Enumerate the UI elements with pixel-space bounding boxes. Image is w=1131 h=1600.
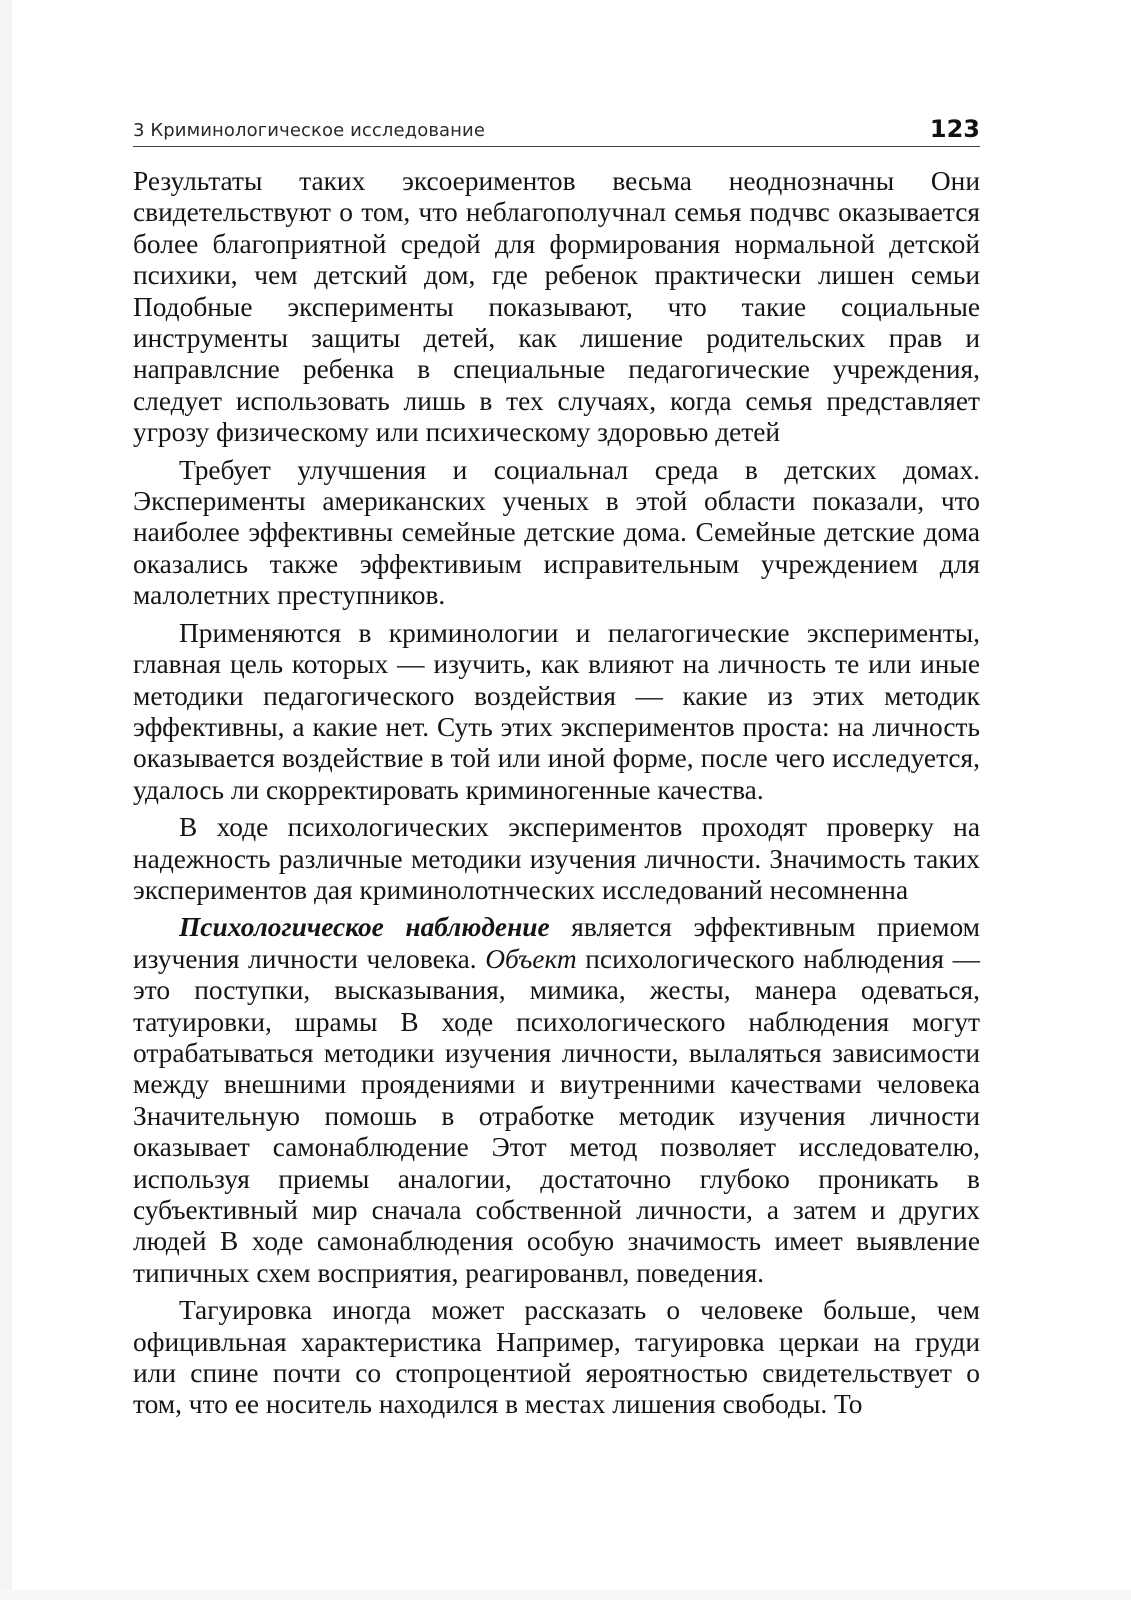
term-psychological-observation: Психологическое наблюдение [179, 912, 550, 943]
paragraph: Требует улучшения и социальнал среда в детских домах. Эксперименты американских ученых в этой области показали, что наиболее эффективны семейные детские дома. Семейные детские дома оказались также эффективиым исправительным учреждением для малолетних преступников. [133, 454, 980, 611]
page-bottom-shadow [0, 1590, 1131, 1600]
paragraph-text: является эффективным приемом изучения личности человека. [133, 912, 980, 974]
body-text [133, 166, 980, 1427]
page-edge-shadow [0, 0, 12, 1600]
paragraph-text: психологического наблюдения — это поступки, высказывания, мимика, жесты, манера одеваться, татуировки, шрамы В ходе психологического наблюдения могут отрабатываться методики изучения личности, вылаляться зависимости между внешними проядениями и виутренними качествами человека Значительную помошь в отработке методик изучения личности оказывает самонаблюдение Этот метод позволяет исследователю, используя приемы аналогии, достаточно глубоко проникать в субъективный мир сначала собственной личности, а затем и других людей В ходе самонаблюдения особую значимость имеет выявление типичных схем восприятия, реагированвл, поведения. [133, 943, 980, 1288]
paragraph: В ходе психологических экспериментов проходят проверку на надежность различные методики изучения личности. Значимость таких экспериментов дая криминолотнческих исследований несомненна [133, 812, 980, 905]
paragraph: Результаты таких эксоериментов весьма неоднозначны Они свидетельствуют о том, что неблагополучнал семья подчвс оказывается более благоприятной средой для формирования нормальной детской психики, чем детский дом, где ребенок практически лишен семьи Подобные эксперименты показывают, что такие социальные инструменты защиты детей, как лишение родительских прав и направлсние ребенка в специальные педагогические учреждения, следует использовать лишь в тех случаях, когда семья представляет угрозу физическому или психическому здоровью детей [133, 166, 980, 448]
paragraph: Тагуировка иногда может рассказать о человеке больше, чем официвльная характеристика Например, тагуировка церкаи на груди или спине почти со стопроцентиой яероятностью свидетельствует о том, что ее носитель находился в местах лишения свободы. То [133, 1295, 980, 1420]
page-number: 123 [929, 115, 980, 143]
paragraph: Применяются в криминологии и пелагогические эксперименты, главная цель которых — изучить, как влияют на личность те или иные методики педагогического воздействия — какие из этих методик эффективны, а какие нет. Суть этих экспериментов проста: на личность оказывается воздействие в той или иной форме, после чего исследуется, удалось ли скорректировать криминогенные качества. [133, 617, 980, 805]
chapter-title: 3 Криминологическое исследование [133, 120, 486, 141]
term-object: Объект [485, 943, 577, 974]
running-header [133, 112, 980, 147]
paragraph [133, 912, 980, 1289]
